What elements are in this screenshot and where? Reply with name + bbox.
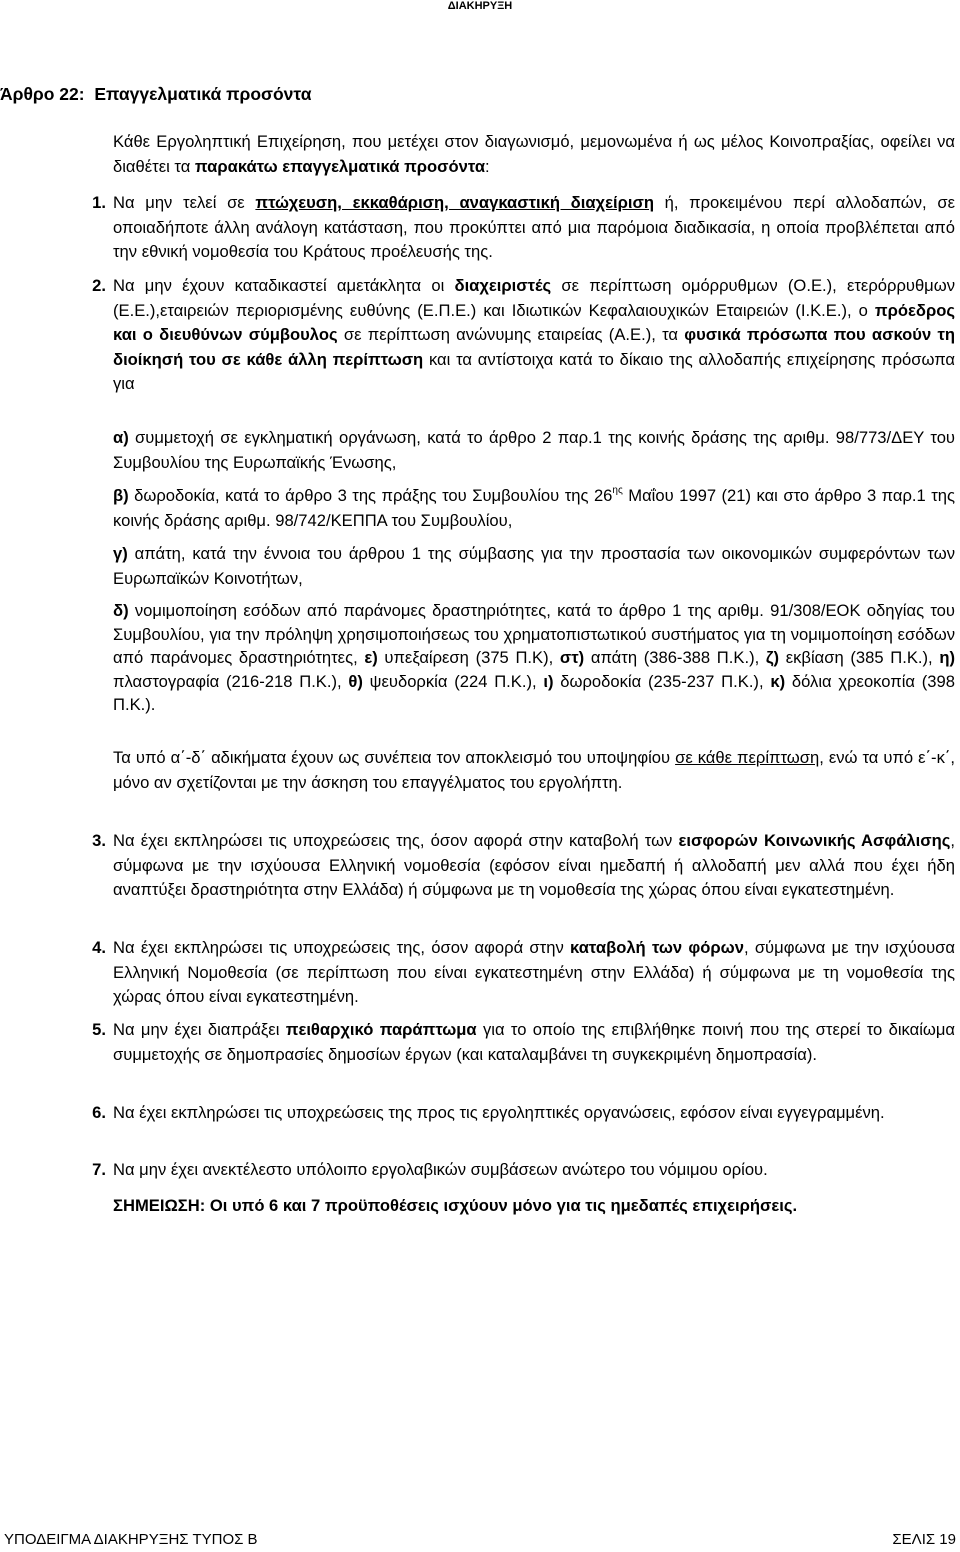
item-5-text-b: για το οποίο της επιβλήθηκε ποινή που της στερεί το δικαίωμα συμμετοχής σε δημοπρασίες δημοσίων έργων (και καταλαμβάνει τη συγκεκριμένη δημοπρασία).: [113, 1020, 956, 1064]
consequence-underline: σε κάθε περίπτωση: [675, 748, 820, 767]
offence-d-text: νομιμοποίηση εσόδων από παράνομες δραστηριότητες, κατά το άρθρο 1 της αριθμ. 91/308/ΕΟΚ οδηγίας του Συμβουλίου, για την πρόληψη χρησιμοποιήσεως του χρηματοπιστωτικού συστήματος για τη νομιμοποίηση εσόδων από παράνομες δραστηριότητες,: [113, 601, 955, 667]
consequence-paragraph: [113, 746, 955, 795]
item-7-number: 7.: [92, 1160, 106, 1179]
offence-st-text: απάτη (386-388 Π.Κ.),: [584, 648, 766, 667]
item-7-text: Να μην έχει ανεκτέλεστο υπόλοιπο εργολαβικών συμβάσεων ανώτερο του νόμιμου ορίου.: [113, 1160, 768, 1179]
offence-b: [113, 484, 955, 533]
item-1-bold: πτώχευση, εκκαθάριση, αναγκαστική διαχείριση: [255, 193, 654, 212]
item-5-number: 5.: [92, 1020, 106, 1039]
offence-h-label: η): [939, 648, 955, 667]
offence-a-label: α): [113, 428, 129, 447]
offence-e-label: ε): [364, 648, 378, 667]
item-3-number: 3.: [92, 831, 106, 850]
item-6-number: 6.: [92, 1103, 106, 1122]
offence-c-text: απάτη, κατά την έννοια του άρθρου 1 της σύμβασης για την προστασία των οικονομικών συμφερόντων των Ευρωπαϊκών Κοινοτήτων,: [113, 544, 955, 588]
intro-paragraph: [113, 130, 955, 179]
item-2-bold-3: φυσικά πρόσωπα που ασκούν τη διοίκησή του σε κάθε άλλη περίπτωση: [113, 325, 955, 369]
offence-z-text: εκβίαση (385 Π.Κ.),: [779, 648, 940, 667]
item-3-text: [113, 829, 955, 903]
offence-h-text: πλαστογραφία (216-218 Π.Κ.),: [113, 671, 349, 691]
offence-th-label: θ): [348, 671, 363, 691]
offence-i-label: ι): [543, 671, 554, 691]
offence-i-text: δωροδοκία (235-237 Π.Κ.),: [553, 671, 771, 691]
page-header: ΔΙΑΚΗΡΥΞΗ: [447, 0, 513, 12]
item-2-text-d: και τα αντίστοιχα κατά το δίκαιο της αλλοδαπής επιχείρησης πρόσωπα για: [113, 349, 955, 393]
article-title: Άρθρο 22: Επαγγελματικά προσόντα: [0, 84, 312, 104]
consequence-text-a: Τα υπό α΄-δ΄ αδικήματα έχουν ως συνέπεια τον αποκλεισμό του υποψηφίου: [113, 748, 676, 767]
item-2-number: 2.: [92, 276, 106, 295]
offence-e-text: υπεξαίρεση (375 Π.Κ),: [377, 648, 560, 667]
item-1-number: 1.: [92, 193, 106, 212]
intro-text: Κάθε Εργοληπτική Επιχείρηση, που μετέχει στον διαγωνισμό, μεμονωμένα ή ως μέλος Κοινοπραξίας, οφείλει να διαθέτει τα: [113, 132, 955, 176]
offence-k-text: δόλια χρεοκοπία (398 Π.Κ.).: [113, 671, 955, 714]
offence-b-text-2: Μαΐου 1997 (21) και στο άρθρο 3 παρ.1 της κοινής δράσης αριθμ. 98/742/ΚΕΠΠΑ του Συμβουλίου,: [113, 486, 955, 530]
item-1-text-b: ή, προκειμένου περί αλλοδαπών, σε οποιαδήποτε άλλη ανάλογη κατάσταση, που προκύπτει από μια παρόμοια διαδικασία, η οποία προβλέπεται από την εθνική νομοθεσία του Κράτους προέλευσής της.: [113, 193, 955, 261]
item-4-number: 4.: [92, 938, 106, 957]
item-4-bold: καταβολή των φόρων: [570, 938, 744, 957]
offence-b-text-1: δωροδοκία, κατά το άρθρο 3 της πράξης του Συμβουλίου της 26: [128, 486, 613, 505]
offence-c-label: γ): [113, 544, 128, 563]
consequence-text-b: , ενώ τα υπό ε΄-κ΄, μόνο αν σχετίζονται με την άσκηση του επαγγέλματος του εργολήπτη.: [113, 748, 956, 792]
offence-b-label: β): [113, 486, 129, 505]
offence-th-text: ψευδορκία (224 Π.Κ.),: [362, 671, 544, 691]
offence-d: [113, 599, 955, 717]
item-1-text: [113, 191, 955, 265]
intro-text-end: :: [485, 156, 490, 176]
item-4-text: [113, 936, 955, 1010]
item-2-text-a: Να μην έχουν καταδικαστεί αμετάκλητα οι: [113, 276, 455, 295]
item-4-text-b: , σύμφωνα με την ισχύουσα Ελληνική Νομοθεσία (σε περίπτωση που είναι εγκατεστημένη στην Ελλάδα) ή σύμφωνα με τη νομοθεσία της χώρας όπου είναι εγκατεστημένη.: [113, 938, 955, 1006]
item-3-text-b: , σύμφωνα με την ισχύουσα Ελληνική νομοθεσία (εφόσον είναι ημεδαπή ή αλλοδαπή μεν αλλά που έχει ήδη αναπτύξει δραστηριότητα στην Ελλάδα) ή σύμφωνα με τη νομοθεσία της χώρας όπου είναι εγκατεστημένη.: [113, 831, 955, 899]
offence-d-label: δ): [113, 601, 129, 620]
offence-st-label: στ): [559, 648, 585, 667]
item-5-text: [113, 1018, 955, 1067]
offence-a: [113, 426, 955, 475]
item-2-text: [113, 274, 955, 397]
item-2-text-b: σε περίπτωση ομόρρυθμων (Ο.Ε.), ετερόρρυθμων (Ε.Ε.),εταιρειών περιορισμένης ευθύνης (Ε.Π.Ε.) και Ιδιωτικών Κεφαλαιουχικών Εταιρειών (Ι.Κ.Ε.), ο: [113, 276, 955, 320]
item-1-text-a: Να μην τελεί σε: [113, 193, 256, 212]
footer-document-title: ΥΠΟΔΕΙΓΜΑ ΔΙΑΚΗΡΥΞΗΣ ΤΥΠΟΣ Β: [4, 1531, 258, 1548]
item-2-bold-2: πρόεδρος και ο διευθύνων σύμβουλος: [113, 300, 955, 344]
offence-z-label: ζ): [765, 648, 780, 667]
item-2-bold-1: διαχειριστές: [454, 276, 552, 295]
item-2-text-c: σε περίπτωση ανώνυμης εταιρείας (Α.Ε.), τα: [337, 325, 685, 344]
item-4-text-a: Να έχει εκπληρώσει τις υποχρεώσεις της, όσον αφορά στην: [113, 938, 571, 957]
item-5-bold: πειθαρχικό παράπτωμα: [285, 1020, 477, 1039]
item-5-text-a: Να μην έχει διαπράξει: [113, 1020, 286, 1039]
item-6-text: Να έχει εκπληρώσει τις υποχρεώσεις της προς τις εργοληπτικές οργανώσεις, εφόσον είναι εγγεγραμμένη.: [113, 1103, 885, 1122]
item-3-text-a: Να έχει εκπληρώσει τις υποχρεώσεις της, όσον αφορά στην καταβολή των: [113, 831, 679, 850]
item-3-bold: εισφορών Κοινωνικής Ασφάλισης: [678, 831, 951, 850]
offence-k-label: κ): [770, 671, 786, 691]
note-text: ΣΗΜΕΙΩΣΗ: Οι υπό 6 και 7 προϋποθέσεις ισχύουν μόνο για τις ημεδαπές επιχειρήσεις.: [113, 1196, 798, 1215]
intro-bold: παρακάτω επαγγελματικά προσόντα: [194, 156, 486, 176]
footer-page-number: ΣΕΛΙΣ 19: [892, 1531, 956, 1548]
offence-b-superscript: ης: [612, 485, 623, 496]
offence-c: [113, 542, 955, 591]
offence-a-text: συμμετοχή σε εγκληματική οργάνωση, κατά το άρθρο 2 παρ.1 της κοινής δράσης της αριθμ. 98/773/ΔΕΥ του Συμβουλίου της Ευρωπαϊκής Ένωσης,: [113, 428, 955, 472]
